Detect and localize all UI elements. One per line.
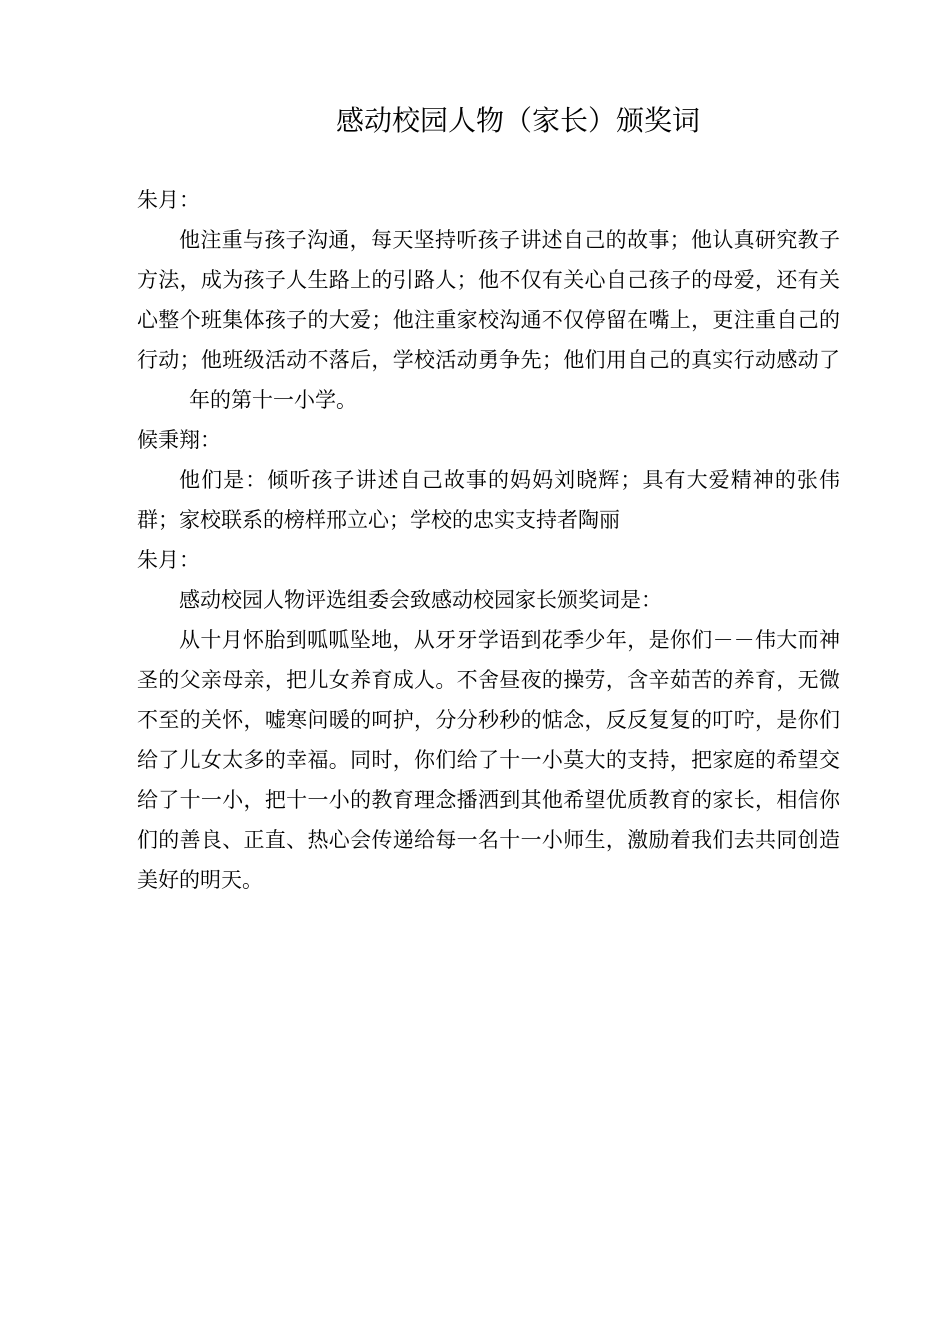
document-body: [137, 180, 840, 900]
paragraph-intro-tail: 年的第十一小学。: [189, 388, 357, 412]
speaker-label: 候秉翔：: [137, 428, 221, 452]
paragraph-committee: 感动校园人物评选组委会致感动校园家长颁奖词是：: [179, 588, 662, 612]
paragraph-award-speech: 从十月怀胎到呱呱坠地，从牙牙学语到花季少年，是你们－－伟大而神圣的父亲母亲，把儿女养育成人。不舍昼夜的操劳，含辛茹苦的养育，无微不至的关怀，嘘寒问暖的呵护，分分秒秒的惦念，反反复复的叮咛，是你们给了儿女太多的幸福。同时，你们给了十一小莫大的支持，把家庭的希望交给了十一小，把十一小的教育理念播洒到其他希望优质教育的家长，相信你们的善良、正直、热心会传递给每一名十一小师生，激励着我们去共同创造美好的明天。: [137, 628, 840, 892]
paragraph-intro-text: 他注重与孩子沟通，每天坚持听孩子讲述自己的故事；他认真研究教子方法，成为孩子人生路上的引路人；他不仅有关心自己孩子的母爱，还有关心整个班集体孩子的大爱；他注重家校沟通不仅停留在嘴上，更注重自己的行动；他班级活动不落后，学校活动勇争先；他们用自己的真实行动感动了: [137, 228, 840, 372]
speaker-label: 朱月：: [137, 188, 200, 212]
paragraph-intro: [137, 220, 840, 420]
speaker-label: 朱月：: [137, 548, 200, 572]
document-title: 感动校园人物（家长）颁奖词: [336, 104, 701, 137]
paragraph-parents: 他们是：倾听孩子讲述自己故事的妈妈刘晓辉；具有大爱精神的张伟群；家校联系的榜样邢立心；学校的忠实支持者陶丽: [137, 468, 840, 532]
